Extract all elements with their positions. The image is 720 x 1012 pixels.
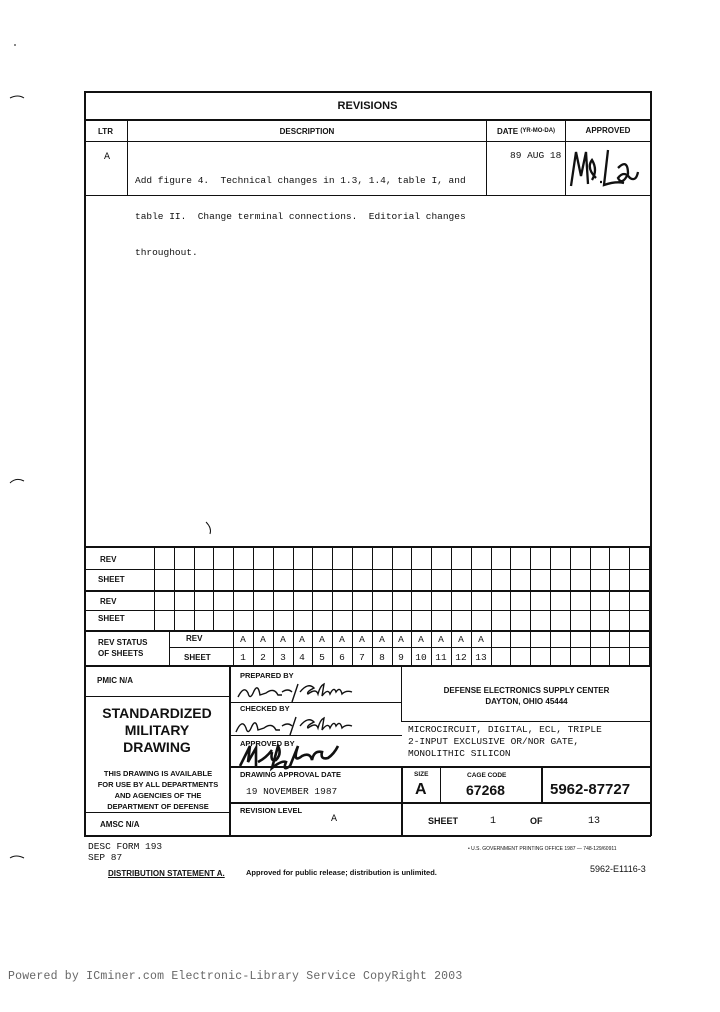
status-grid-line [154,547,155,631]
approved-header: APPROVED [585,125,631,135]
sheet-label: SHEET [428,816,459,826]
prepared-by-label: PREPARED BY [240,671,294,680]
sheet-number-value: 6 [339,651,345,663]
rev-label-2: REV [100,597,117,606]
rev-status-label: REV STATUS OF SHEETS [98,638,148,658]
revision-description: Add figure 4. Technical changes in 1.3, 1.4, table I, and table II. Change terminal connections. Editorial changes throughout. [135,175,466,258]
agency-name: DEFENSE ELECTRONICS SUPPLY CENTER DAYTON, OHIO 45444 [443,686,610,706]
rev-status-value: A [319,634,325,645]
rev-status-value: A [418,634,424,645]
status-grid-line [213,547,214,631]
gpo-notice: • U.S. GOVERNMENT PRINTING OFFICE 1987 — 748-129/60911 [468,846,617,852]
signature-approved [240,746,338,768]
approval-date: 19 NOVEMBER 1987 [246,786,338,797]
sheet-number-value: 4 [299,651,305,663]
approved-by-label: APPROVED BY [240,739,295,748]
sheet-number-value: 7 [359,651,365,663]
sheet-number-value: 3 [280,651,286,663]
rev-status-value: A [339,634,345,645]
approval-date-label: DRAWING APPROVAL DATE [240,770,341,779]
signature-prepared [238,684,352,702]
sheet-label-1: SHEET [98,575,125,584]
size-label: SIZE [414,771,429,778]
sheet-row-label: SHEET [184,653,211,662]
amsc-label: AMSC N/A [100,820,140,829]
document-code: 5962-E1116-3 [590,864,646,874]
status-grid-line [550,547,551,666]
sheet-number-value: 8 [379,651,385,663]
sheet-number-value: 2 [260,651,266,663]
revision-level-label: REVISION LEVEL [240,806,303,815]
cage-code-label: CAGE CODE [467,772,507,779]
date-header: DATE (YR-MO-DA) [496,126,556,136]
status-grid-line [174,547,175,631]
pmic-label: PMIC N/A [97,676,133,685]
drawing-number: 5962-87727 [550,781,631,798]
status-grid-line [590,547,591,666]
ltr-header: LTR [98,126,113,136]
rev-status-value: A [359,634,365,645]
distribution-text: Approved for public release; distribution is unlimited. [246,868,437,877]
status-grid-line [510,547,511,666]
form-number: DESC FORM 193 SEP 87 [88,841,163,863]
status-grid-line [649,547,650,666]
status-grid-line [530,547,531,666]
status-grid-line [491,547,492,666]
distribution-label: DISTRIBUTION STATEMENT A. [108,869,225,878]
standardized-military-drawing: STANDARDIZED MILITARY DRAWING [102,705,212,755]
rev-status-value: A [458,634,464,645]
watermark: Powered by ICminer.com Electronic-Library Service CopyRight 2003 [8,970,463,983]
rev-label-1: REV [100,555,117,564]
size-value: A [415,781,427,798]
revision-level: A [331,814,338,825]
of-label: OF [530,816,543,826]
sheet-number-value: 11 [435,651,447,663]
availability-statement: THIS DRAWING IS AVAILABLE FOR USE BY ALL DEPARTMENTS AND AGENCIES OF THE DEPARTMENT OF DEFENSE [97,769,219,811]
status-grid-line [609,547,610,666]
sheet-total: 13 [588,816,601,827]
rev-row-label: REV [186,634,203,643]
drawing-title: MICROCIRCUIT, DIGITAL, ECL, TRIPLE 2-INPUT EXCLUSIVE OR/NOR GATE, MONOLITHIC SILICON [408,724,602,759]
cage-code: 67268 [466,782,505,798]
rev-status-value: A [438,634,444,645]
sheet-number-value: 5 [319,651,325,663]
rev-status-value: A [478,634,484,645]
rev-status-value: A [280,634,286,645]
checked-by-label: CHECKED BY [240,704,290,713]
status-grid-line [194,547,195,631]
status-grid-line [629,547,630,666]
signature-checked [236,717,352,735]
rev-status-value: A [379,634,385,645]
sheet-number-value: 10 [415,651,427,663]
status-grid-line [570,547,571,666]
revision-date: 89 AUG 18 [510,150,562,161]
sheet-number-value: 1 [240,651,246,663]
sheet-number-value: 9 [398,651,404,663]
sheet-number-value: 12 [455,651,467,663]
revisions-title: REVISIONS [337,100,398,112]
rev-status-value: A [299,634,305,645]
revision-letter: A [104,152,111,163]
sheet-label-2: SHEET [98,614,125,623]
rev-status-value: A [398,634,404,645]
sheet-number: 1 [490,816,497,827]
sheet-number-value: 13 [475,651,487,663]
rev-status-value: A [240,634,246,645]
rev-status-value: A [260,634,266,645]
description-header: DESCRIPTION [279,126,335,136]
